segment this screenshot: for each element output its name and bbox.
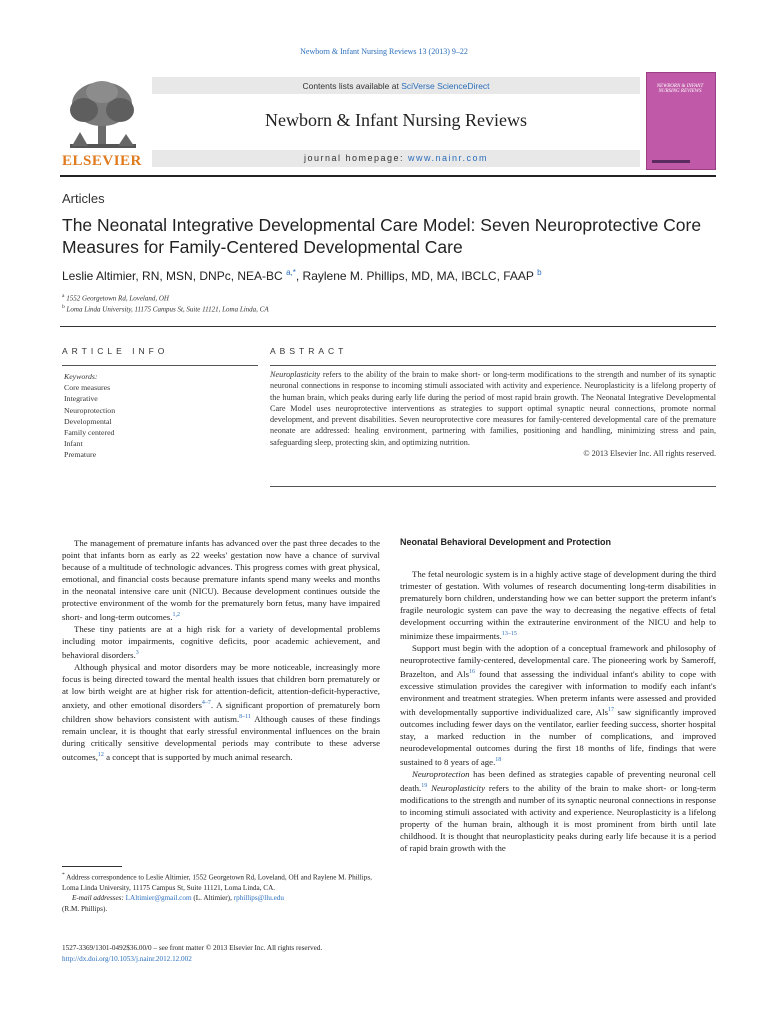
keyword: Integrative bbox=[64, 394, 98, 404]
correspondence-footnote bbox=[62, 870, 380, 914]
emphasized-term: Neuroplasticity bbox=[427, 782, 486, 793]
affil-text: Loma Linda University, 11175 Campus St, Suite 11121, Loma Linda, CA bbox=[66, 305, 269, 314]
citation-link[interactable]: 19 bbox=[421, 782, 428, 789]
email-owner: (L. Altimier), bbox=[191, 894, 234, 903]
author-list bbox=[62, 268, 722, 283]
email-link[interactable]: LAltimier@gmail.com bbox=[125, 894, 192, 903]
article-info-heading: ARTICLE INFO bbox=[62, 346, 169, 356]
section-label: Articles bbox=[62, 191, 105, 206]
homepage-link[interactable]: www.nainr.com bbox=[408, 153, 489, 163]
citation-link[interactable]: 13–15 bbox=[501, 631, 517, 637]
paragraph-text: The fetal neurologic system is in a highly active stage of development during the third trimester of gestation. With volumes of research documenting long-term disabilities in prematurely born children, understanding how we can better support the preterm infant's fragile neurologic system can pave the way to decreasing the negative effects of fetal development occurring within the extrauterine environment of the NICU and help to minimize these impairments. bbox=[400, 569, 716, 641]
keywords-list bbox=[64, 371, 254, 461]
keyword: Family centered bbox=[64, 428, 115, 438]
publisher-name: ELSEVIER bbox=[62, 153, 142, 169]
author-name: Leslie Altimier, RN, MSN, DNPc, NEA-BC bbox=[62, 269, 283, 283]
citation-link[interactable]: 4–7 bbox=[201, 699, 211, 706]
doi-link[interactable]: http://dx.doi.org/10.1053/j.nainr.2012.12.002 bbox=[62, 955, 192, 963]
body-column-left bbox=[62, 537, 380, 763]
cover-title: NEWBORN & INFANT NURSING REVIEWS bbox=[656, 84, 704, 94]
header-divider bbox=[60, 175, 716, 177]
citation-link[interactable]: 12 bbox=[97, 751, 104, 758]
affiliation-b bbox=[62, 304, 269, 313]
paragraph bbox=[62, 623, 380, 661]
body-column-right bbox=[400, 568, 716, 854]
emphasized-term: Neuroprotection bbox=[412, 768, 470, 779]
citation-link[interactable]: 18 bbox=[495, 756, 502, 763]
citation-link[interactable]: 16 bbox=[469, 668, 476, 675]
keyword: Infant bbox=[64, 439, 83, 449]
paragraph-text: found that assessing the individual infant's ability to cope with excessive stimulation provides the caregiver with information to modify each infant's environment and treatment strategies. When preterm infants were assessed and provided with developmentally supportive individualized care, Als bbox=[400, 668, 716, 717]
paragraph-text: These tiny patients are at a high risk for a variety of developmental problems including motor impairments, cognitive deficits, poor academic achievement, and behavioral disorders. bbox=[62, 623, 380, 660]
cover-band bbox=[652, 160, 690, 163]
paragraph-text: . A significant proportion of prematurely born children show behaviors consistent with autism. bbox=[62, 699, 381, 724]
abstract-bottom-divider bbox=[270, 486, 716, 487]
sciencedirect-link[interactable]: SciVerse ScienceDirect bbox=[401, 81, 490, 91]
homepage-prefix: journal homepage: bbox=[303, 153, 409, 163]
paragraph bbox=[62, 537, 380, 623]
journal-title: Newborn & Infant Nursing Reviews bbox=[265, 110, 527, 130]
keyword: Developmental bbox=[64, 416, 112, 426]
keywords-label: Keywords: bbox=[64, 372, 98, 381]
paragraph bbox=[400, 768, 716, 854]
section-heading: Neonatal Behavioral Development and Protection bbox=[400, 537, 612, 547]
citation-link[interactable]: 8–11 bbox=[239, 713, 251, 720]
publication-info bbox=[62, 943, 462, 965]
paragraph-text: a concept that is supported by much animal research. bbox=[103, 751, 293, 762]
paragraph-text: Although causes of these findings remain unclear, it is thought that early stressful environmental influences on the brain during critically sensitive developmental periods may contribute to these adverse outcomes, bbox=[62, 713, 380, 762]
abstract-lead-term: Neuroplasticity bbox=[270, 370, 321, 379]
abstract-divider bbox=[270, 365, 716, 366]
keyword: Premature bbox=[64, 450, 97, 460]
paragraph-text: Support must begin with the adoption of a conceptual framework and philosophy of neuroprotective family-centered, developmental care. The pioneering work by Sameroff, Brazelton, and Als bbox=[400, 642, 716, 679]
affil-marker: b bbox=[62, 304, 65, 310]
paragraph-text: Although physical and motor disorders may be more noticeable, increasingly more focus is being directed toward the mental health issues that children born prematurely or at low birth weight are at higher risk for attention-deficit, attention-deficit-hyperactive, anxiety, and other emotional disorders bbox=[62, 661, 380, 710]
footnote-address: Address correspondence to Leslie Altimier, 1552 Georgetown Rd, Loveland, OH and Raylene M. Phillips, Loma Linda University, 11175 Campus St, Suite 11121, Loma Linda, CA. bbox=[62, 873, 372, 892]
keyword: Neuroprotection bbox=[64, 405, 116, 415]
footnote-marker: * bbox=[62, 872, 65, 878]
abstract-heading: ABSTRACT bbox=[270, 346, 348, 356]
issn-line: 1527-3369/1301-0492$36.00/0 – see front matter © 2013 Elsevier Inc. All rights reserved. bbox=[62, 944, 323, 952]
author-separator: , bbox=[295, 269, 303, 283]
abstract-text bbox=[270, 369, 716, 459]
paragraph-text: refers to the ability of the brain to make short- or long-term modifications to the strength and number of its synaptic neuronal connections in response to incoming stimuli associated with activity and experience. Neuroplasticity is a lifelong property of the human brain, although it is most prominent from birth until late childhood. It is thought that neuroplasticity peaks during early life because it is a period of rapid brain growth with the bbox=[400, 782, 716, 853]
contents-line bbox=[152, 81, 640, 91]
affil-text: 1552 Georgetown Rd, Loveland, OH bbox=[66, 294, 169, 303]
affil-marker: a bbox=[62, 293, 65, 299]
homepage-line bbox=[152, 153, 640, 163]
email-label: E-mail addresses: bbox=[72, 894, 126, 903]
citation-link[interactable]: 1,2 bbox=[172, 612, 180, 618]
paper-title: The Neonatal Integrative Developmental Care Model: Seven Neuroprotective Core Measures for Family-Centered Developmental Care bbox=[62, 215, 702, 257]
copyright-notice: © 2013 Elsevier Inc. All rights reserved. bbox=[583, 449, 716, 459]
abstract-body: refers to the ability of the brain to make short- or long-term modifications to the strength and number of its synaptic neuronal connections in response to incoming stimuli associated with activity and experience. Neuroplasticity is a lifelong property of the human brain, which peaks during early life during the period of most rapid brain growth. The Neonatal Integrative Developmental Care Model uses neuroprotective interventions as strategies to support optimal synaptic neural connections, promote normal development, and prevent disabilities. Seven neuroprotective core measures for family-centered developmental care of the premature neonate are addressed: healing environment, partnering with families, positioning and handling, minimizing stress and pain, safeguarding sleep, protecting skin, and optimizing nutrition. bbox=[270, 370, 716, 447]
paragraph bbox=[400, 568, 716, 642]
citation-link[interactable]: 17 bbox=[608, 706, 615, 713]
paragraph-text: The management of premature infants has advanced over the past three decades to the point that infants born as early as 22 weeks' gestation now have a chance of survival because of a multitude of technologic advances. This progress comes with great physical, emotional, and financial costs because premature infants spend many weeks and months in the neonatal intensive care unit (NICU). Because development continues outside the protective environment of the womb for the prematurely born fetus, many have impaired short- and long-term outcomes. bbox=[62, 538, 380, 622]
paragraph bbox=[62, 661, 380, 763]
title-divider bbox=[60, 326, 716, 327]
paragraph-text: saw significantly improved outcomes including fewer days on the ventilator, earlier feeding success, shorter hospital stay, a marked reduction in the number of complications, and improved neurodevelopmental outcomes during the first 18 months of life, findings that were sustained to 8 years of age. bbox=[400, 706, 717, 767]
citation-link[interactable]: 3 bbox=[135, 649, 139, 656]
email-owner: (R.M. Phillips). bbox=[62, 904, 108, 913]
paragraph bbox=[400, 642, 716, 768]
author-affil-link[interactable]: a,* bbox=[286, 268, 296, 277]
author-affil-link[interactable]: b bbox=[537, 268, 542, 277]
info-divider bbox=[62, 365, 258, 366]
footnote-divider bbox=[62, 866, 122, 867]
affiliation-a bbox=[62, 293, 169, 302]
journal-reference[interactable]: Newborn & Infant Nursing Reviews 13 (2013) 9–22 bbox=[300, 47, 468, 56]
paragraph-text: has been defined as strategies capable of preventing neuronal cell death. bbox=[400, 768, 716, 793]
keyword: Core measures bbox=[64, 383, 111, 393]
author-name: Raylene M. Phillips, MD, MA, IBCLC, FAAP bbox=[302, 269, 534, 283]
contents-prefix: Contents lists available at bbox=[302, 81, 402, 91]
email-link[interactable]: rphillips@llu.edu bbox=[233, 894, 285, 903]
